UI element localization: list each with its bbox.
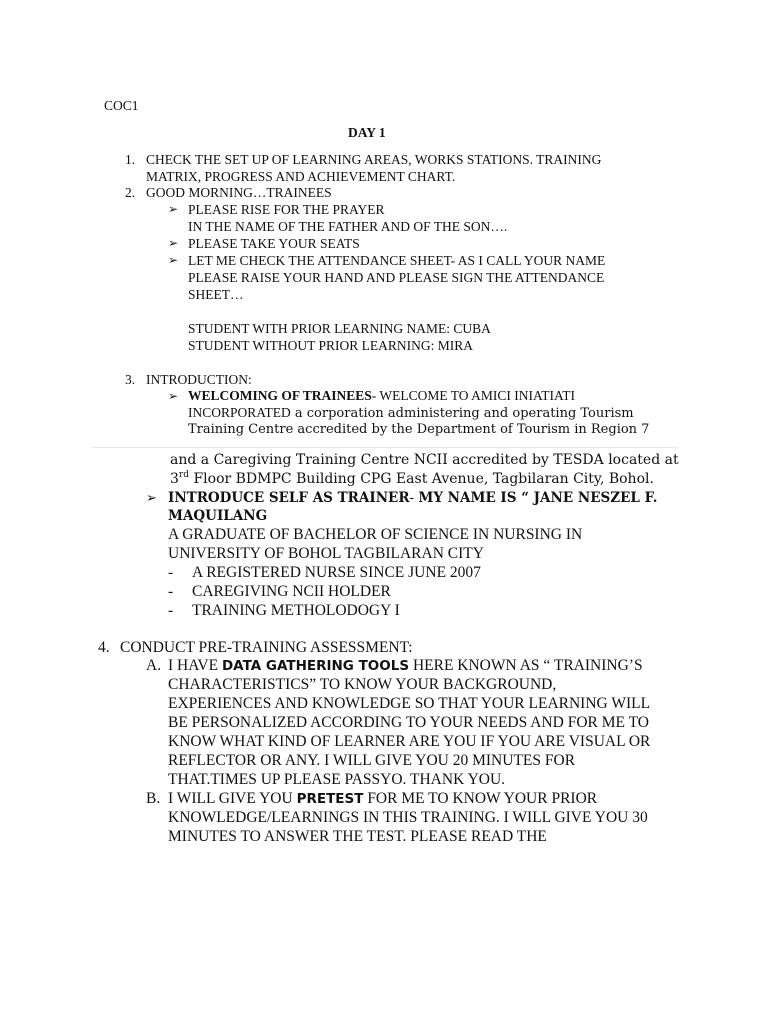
introduce-dash: - [409, 490, 419, 506]
item-2-number: 2. [125, 185, 136, 200]
item-4-text: CONDUCT PRE-TRAINING ASSESSMENT: [120, 639, 413, 656]
welcome-rest: - WELCOME TO AMICI INIATIATI [371, 388, 576, 403]
item-4-number: 4. [98, 639, 110, 656]
sub-b-line-2: KNOWLEDGE/LEARNINGS IN THIS TRAINING. I WILL GIVE YOU 30 [168, 809, 648, 826]
sub-a-line-3: EXPERIENCES AND KNOWLEDGE SO THAT YOUR LEARNING WILL [168, 695, 651, 712]
item-3-number: 3. [125, 372, 136, 387]
arrow-bullet-icon: ➢ [168, 389, 179, 403]
sub-a-line-6: REFLECTOR OR ANY. I WILL GIVE YOU 20 MINUTES FOR [168, 752, 576, 769]
credential-methodology: TRAINING METHOLODOGY I [192, 602, 400, 619]
continuation-line-2 [170, 470, 654, 488]
dash-bullet: - [168, 564, 174, 581]
dash-bullet: - [168, 602, 174, 619]
attendance-line-3: SHEET… [188, 287, 244, 302]
welcome-description: a corporation administering and operating Tourism [290, 406, 634, 421]
arrow-bullet-icon: ➢ [168, 202, 179, 216]
introduce-bold-1: INTRODUCE SELF AS TRAINER [168, 490, 410, 506]
sub-a-post: HERE KNOWN AS “ TRAINING’S [409, 657, 643, 674]
page-divider [92, 447, 678, 448]
graduate-line-2: UNIVERSITY OF BOHOL TAGBILARAN CITY [168, 545, 484, 562]
introduce-line-2: MAQUILANG [168, 508, 268, 524]
introduce-line-1 [168, 489, 658, 507]
student-prior-learning: STUDENT WITH PRIOR LEARNING NAME: CUBA [188, 321, 491, 336]
attendance-line-1: LET ME CHECK THE ATTENDANCE SHEET- AS I CALL YOUR NAME [188, 253, 606, 268]
welcome-line-3: Training Centre accredited by the Department of Tourism in Region 7 [188, 422, 650, 437]
item-3-text: INTRODUCTION: [146, 372, 252, 387]
pretest-bold: PRETEST [296, 791, 364, 807]
introduce-bold-2: MY NAME IS “ JANE NESZEL F. [418, 490, 658, 506]
graduate-line-1: A GRADUATE OF BACHELOR OF SCIENCE IN NURSING IN [168, 526, 583, 543]
continuation-line-1: and a Caregiving Training Centre NCII accredited by TESDA located at [170, 452, 679, 468]
floor-suffix: rd [178, 470, 189, 480]
sub-b-line-3: MINUTES TO ANSWER THE TEST. PLEASE READ THE [168, 828, 547, 845]
address-rest: Floor BDMPC Building CPG East Avenue, Tagbilaran City, Bohol. [189, 471, 654, 487]
arrow-bullet-icon: ➢ [168, 253, 179, 267]
sub-a-label: A. [146, 657, 162, 674]
sub-a-line-4: BE PERSONALIZED ACCORDING TO YOUR NEEDS AND FOR ME TO [168, 714, 649, 731]
item-2-text: GOOD MORNING…TRAINEES [146, 185, 332, 200]
sub-b-post: FOR ME TO KNOW YOUR PRIOR [363, 790, 598, 807]
day-heading: DAY 1 [348, 125, 386, 140]
welcome-line-1 [188, 387, 575, 405]
credential-registered-nurse: A REGISTERED NURSE SINCE JUNE 2007 [192, 564, 481, 581]
welcome-company: INCORPORATED [188, 405, 291, 420]
sub-a-line-7: THAT.TIMES UP PLEASE PASSYO. THANK YOU. [168, 771, 506, 788]
prayer-line-1: PLEASE RISE FOR THE PRAYER [188, 202, 385, 217]
sub-a-line-5: KNOW WHAT KIND OF LEARNER ARE YOU IF YOU ARE VISUAL OR [168, 733, 651, 750]
item-1-line-2: MATRIX, PROGRESS AND ACHIEVEMENT CHART. [146, 169, 456, 184]
welcome-bold: WELCOMING OF TRAINEES [188, 388, 372, 403]
arrow-bullet-icon: ➢ [168, 236, 179, 250]
sub-a-pre: I HAVE [168, 657, 222, 674]
prayer-line-2: IN THE NAME OF THE FATHER AND OF THE SON…. [188, 219, 508, 234]
student-without-prior-learning: STUDENT WITHOUT PRIOR LEARNING: MIRA [188, 338, 473, 353]
attendance-line-2: PLEASE RAISE YOUR HAND AND PLEASE SIGN THE ATTENDANCE [188, 270, 605, 285]
sub-a-line-2: CHARACTERISTICS” TO KNOW YOUR BACKGROUND, [168, 676, 557, 693]
sub-b-pre: I WILL GIVE YOU [168, 790, 297, 807]
item-1-line-1: CHECK THE SET UP OF LEARNING AREAS, WORKS STATIONS. TRAINING [146, 152, 602, 167]
sub-b-line-1 [168, 789, 597, 809]
data-gathering-tools: DATA GATHERING TOOLS [221, 658, 410, 674]
arrow-bullet-icon: ➢ [146, 491, 157, 506]
sub-b-label: B. [146, 790, 161, 807]
floor-number: 3 [170, 471, 179, 487]
document-code: COC1 [104, 98, 139, 113]
credential-caregiving: CAREGIVING NCII HOLDER [192, 583, 391, 600]
sub-a-line-1 [168, 656, 643, 676]
dash-bullet: - [168, 583, 174, 600]
seats-line: PLEASE TAKE YOUR SEATS [188, 236, 360, 251]
item-1-number: 1. [125, 152, 136, 167]
